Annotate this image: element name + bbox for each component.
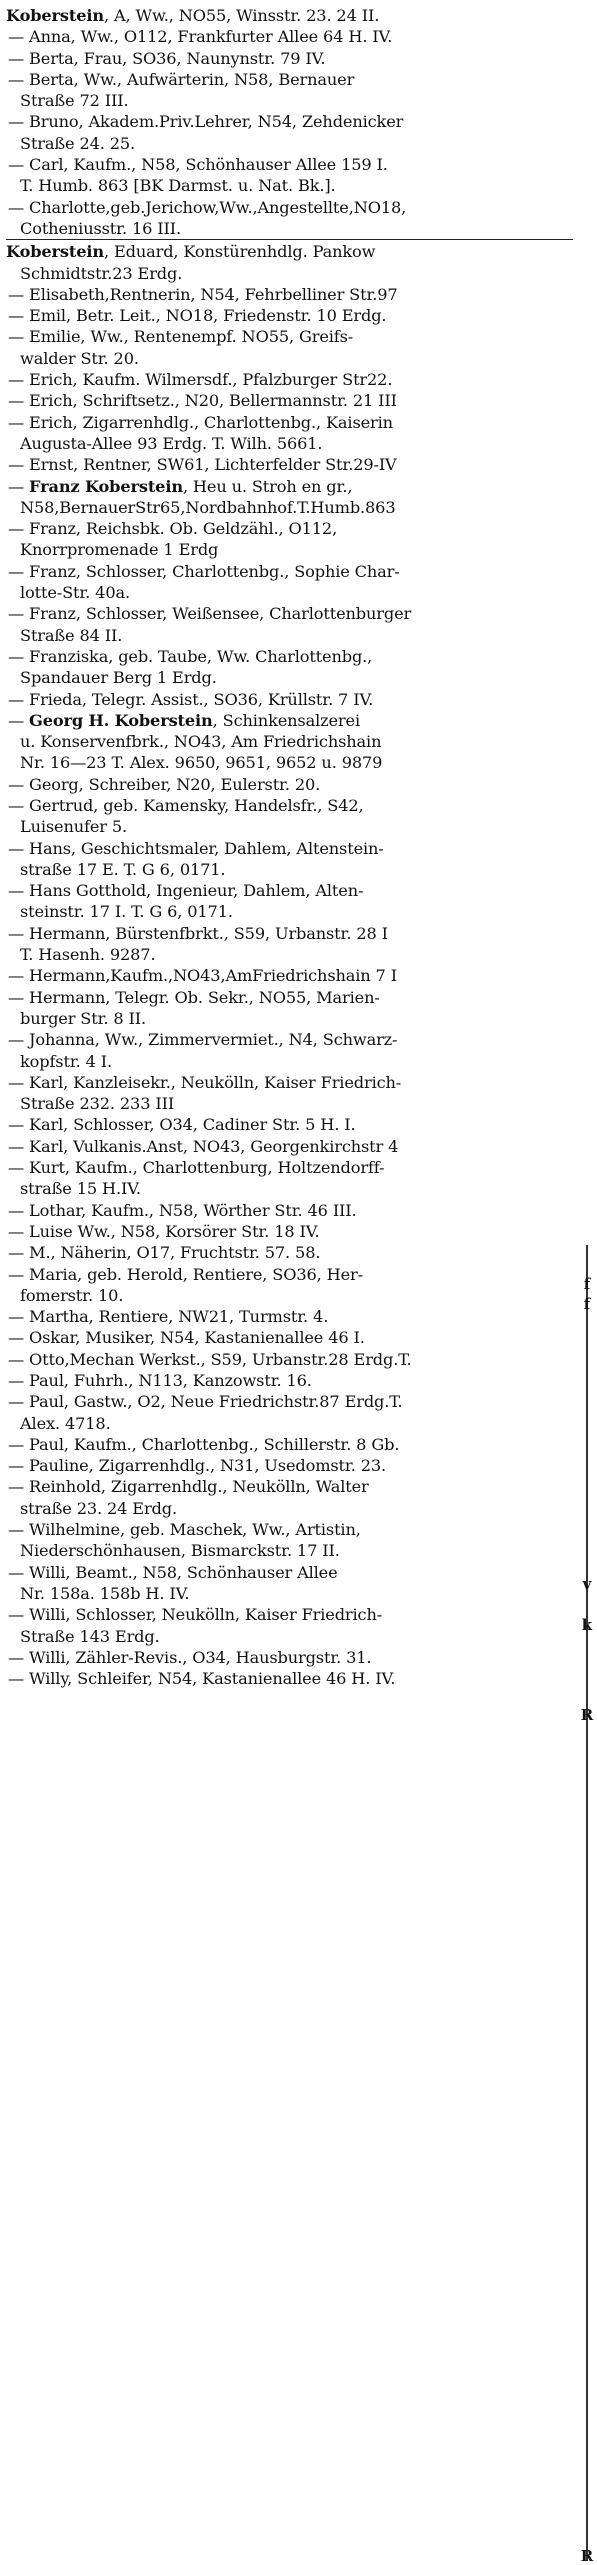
entry-first-line: — Johanna, Ww., Zimmervermiet., N4, Schwarz- xyxy=(8,1030,398,1050)
bold-name: Georg H. Koberstein xyxy=(29,710,213,730)
directory-entry xyxy=(6,838,573,881)
entry-continuation-line: straße 17 E. T. G 6, 0171. xyxy=(20,859,226,879)
directory-entry xyxy=(6,197,573,240)
bold-name: Koberstein xyxy=(6,242,104,262)
entry-first-line: — Franz, Schlosser, Charlottenbg., Sophie Char- xyxy=(8,561,400,581)
entry-first-line: — Oskar, Musiker, N54, Kastanienallee 46 I. xyxy=(8,1328,365,1348)
entry-continuation-line: Knorrpromenade 1 Erdg xyxy=(20,540,219,560)
directory-entry xyxy=(6,1029,573,1072)
entry-first-line: — Berta, Ww., Aufwärterin, N58, Bernauer xyxy=(8,69,355,89)
entry-first-line: — Frieda, Telegr. Assist., SO36, Krüllstr. 7 IV. xyxy=(8,689,374,709)
directory-entry xyxy=(6,1391,573,1434)
entry-first-line: — Pauline, Zigarrenhdlg., N31, Usedomstr. 23. xyxy=(8,1456,387,1476)
entry-first-line: — Willi, Beamt., N58, Schönhauser Allee xyxy=(8,1562,338,1582)
entry-first-line: — Reinhold, Zigarrenhdlg., Neukölln, Walter xyxy=(8,1477,369,1497)
entry-first-line: Koberstein, Eduard, Konstürenhdlg. Pankow xyxy=(6,242,376,262)
directory-entry xyxy=(6,795,573,838)
directory-entry xyxy=(6,69,573,112)
entry-continuation-line: lotte-Str. 40a. xyxy=(20,583,130,603)
entry-first-line: — Elisabeth,Rentnerin, N54, Fehrbelliner Str.97 xyxy=(8,284,398,304)
entry-first-line: — Franz Koberstein, Heu u. Stroh en gr., xyxy=(8,476,353,496)
entry-first-line: — Luise Ww., N58, Korsörer Str. 18 IV. xyxy=(8,1221,320,1241)
entry-continuation-line: Straße 232. 233 III xyxy=(20,1094,175,1114)
directory-entry xyxy=(6,1200,573,1221)
entry-first-line: — Georg, Schreiber, N20, Eulerstr. 20. xyxy=(8,774,321,794)
directory-entry xyxy=(6,1242,573,1263)
directory-entry xyxy=(6,646,573,689)
entry-first-line: — Wilhelmine, geb. Maschek, Ww., Artistin, xyxy=(8,1520,361,1540)
directory-entry xyxy=(6,923,573,966)
entry-first-line: — Bruno, Akadem.Priv.Lehrer, N54, Zehdenicker xyxy=(8,112,404,132)
directory-entry xyxy=(6,880,573,923)
edge-mark: f xyxy=(583,1275,591,1293)
directory-entry xyxy=(6,1349,573,1370)
edge-mark: R xyxy=(580,2547,594,2565)
entry-first-line: — Hermann, Telegr. Ob. Sekr., NO55, Marien- xyxy=(8,987,380,1007)
directory-entry xyxy=(6,369,573,390)
entry-first-line: — Kurt, Kaufm., Charlottenburg, Holtzendorff- xyxy=(8,1158,385,1178)
entry-first-line: — Franz, Schlosser, Weißensee, Charlottenburger xyxy=(8,604,412,624)
entry-first-line: — Martha, Rentiere, NW21, Turmstr. 4. xyxy=(8,1307,329,1327)
directory-entry xyxy=(6,1668,573,1689)
directory-entry xyxy=(6,5,573,26)
entry-continuation-line: walder Str. 20. xyxy=(20,348,139,368)
entry-continuation-line: Alex. 4718. xyxy=(20,1413,111,1433)
entry-continuation-line: burger Str. 8 II. xyxy=(20,1008,147,1028)
entry-continuation-line: Nr. 158a. 158b H. IV. xyxy=(20,1583,190,1603)
entry-first-line: — Willy, Schleifer, N54, Kastanienallee 46 H. IV. xyxy=(8,1669,396,1689)
directory-entry xyxy=(6,1647,573,1668)
entry-first-line: — Georg H. Koberstein, Schinkensalzerei xyxy=(8,710,360,730)
directory-entry xyxy=(6,1604,573,1647)
directory-entry xyxy=(6,1221,573,1242)
directory-entry xyxy=(6,284,573,305)
directory-entry xyxy=(6,1434,573,1455)
entry-continuation-line: straße 15 H.IV. xyxy=(20,1179,141,1199)
entry-continuation-line: Niederschönhausen, Bismarckstr. 17 II. xyxy=(20,1541,340,1561)
entry-first-line: — Hans Gotthold, Ingenieur, Dahlem, Alten- xyxy=(8,881,364,901)
directory-entry xyxy=(6,1114,573,1135)
entry-continuation-line: T. Hasenh. 9287. xyxy=(20,945,156,965)
entry-first-line: — Anna, Ww., O112, Frankfurter Allee 64 H. IV. xyxy=(8,27,393,47)
entry-first-line: — Paul, Kaufm., Charlottenbg., Schillerstr. 8 Gb. xyxy=(8,1434,400,1454)
entry-first-line: — Karl, Kanzleisekr., Neukölln, Kaiser Friedrich- xyxy=(8,1072,402,1092)
entry-first-line: — Emil, Betr. Leit., NO18, Friedenstr. 10 Erdg. xyxy=(8,306,387,326)
entry-first-line: — Paul, Gastw., O2, Neue Friedrichstr.87 Erdg.T. xyxy=(8,1392,403,1412)
directory-entry xyxy=(6,390,573,411)
directory-entry xyxy=(6,774,573,795)
entry-continuation-line: Straße 143 Erdg. xyxy=(20,1626,160,1646)
edge-mark: v xyxy=(582,1575,592,1593)
entry-continuation-line: Augusta-Allee 93 Erdg. T. Wilh. 5661. xyxy=(20,433,323,453)
entry-first-line: — Karl, Vulkanis.Anst, NO43, Georgenkirchstr 4 xyxy=(8,1136,399,1156)
entry-first-line: — M., Näherin, O17, Fruchtstr. 57. 58. xyxy=(8,1243,321,1263)
directory-entry xyxy=(6,561,573,604)
entry-continuation-line: N58,BernauerStr65,Nordbahnhof.T.Humb.863 xyxy=(20,497,396,517)
directory-entry xyxy=(6,1072,573,1115)
edge-mark: f xyxy=(583,1295,591,1313)
entry-first-line: — Gertrud, geb. Kamensky, Handelsfr., S42, xyxy=(8,795,364,815)
entry-continuation-line: fomerstr. 10. xyxy=(20,1285,124,1305)
entry-continuation-line: Luisenufer 5. xyxy=(20,817,128,837)
directory-entry xyxy=(6,454,573,475)
entry-first-line: — Berta, Frau, SO36, Naunynstr. 79 IV. xyxy=(8,48,326,68)
entry-first-line: — Lothar, Kaufm., N58, Wörther Str. 46 III. xyxy=(8,1200,357,1220)
edge-rule xyxy=(586,1245,588,2561)
directory-entry xyxy=(6,1157,573,1200)
section-divider xyxy=(6,239,573,240)
directory-entry xyxy=(6,241,573,284)
directory-entry xyxy=(6,476,573,519)
entry-first-line: — Otto,Mechan Werkst., S59, Urbanstr.28 Erdg.T. xyxy=(8,1349,412,1369)
entry-first-line: — Hans, Geschichtsmaler, Dahlem, Altenstein- xyxy=(8,838,384,858)
directory-entry xyxy=(6,987,573,1030)
entry-continuation-line: Cotheniusstr. 16 III. xyxy=(20,218,181,238)
entry-first-line: — Carl, Kaufm., N58, Schönhauser Allee 159 I. xyxy=(8,155,388,175)
directory-entry xyxy=(6,1136,573,1157)
entry-first-line: — Hermann,Kaufm.,NO43,AmFriedrichshain 7 I xyxy=(8,966,397,986)
entry-continuation-line: T. Humb. 863 [BK Darmst. u. Nat. Bk.]. xyxy=(20,176,336,196)
entry-first-line: — Franz, Reichsbk. Ob. Geldzähl., O112, xyxy=(8,519,338,539)
directory-entry xyxy=(6,305,573,326)
entry-first-line: — Franziska, geb. Taube, Ww. Charlottenbg., xyxy=(8,646,373,666)
entry-first-line: — Charlotte,geb.Jerichow,Ww.,Angestellte,NO18, xyxy=(8,197,407,217)
directory-entry xyxy=(6,1562,573,1605)
directory-entry xyxy=(6,154,573,197)
directory-entry xyxy=(6,48,573,69)
directory-entry xyxy=(6,326,573,369)
entry-continuation-line: steinstr. 17 I. T. G 6, 0171. xyxy=(20,902,233,922)
entry-continuation-line: kopfstr. 4 I. xyxy=(20,1051,113,1071)
edge-mark: R xyxy=(580,1706,594,1724)
directory-entry xyxy=(6,1306,573,1327)
entry-continuation-line: straße 23. 24 Erdg. xyxy=(20,1498,177,1518)
directory-entry xyxy=(6,26,573,47)
entry-first-line: Koberstein, A, Ww., NO55, Winsstr. 23. 24 II. xyxy=(6,6,380,25)
directory-entry xyxy=(6,1327,573,1348)
entry-first-line: — Willi, Zähler-Revis., O34, Hausburgstr. 31. xyxy=(8,1647,372,1667)
directory-entry xyxy=(6,710,573,774)
entry-continuation-line: Straße 84 II. xyxy=(20,625,123,645)
bold-name: Koberstein xyxy=(6,6,104,25)
entry-continuation-line: Straße 72 III. xyxy=(20,91,129,111)
edge-mark: k xyxy=(581,1616,593,1634)
entry-continuation-line: u. Konservenfbrk., NO43, Am Friedrichshain xyxy=(20,732,382,752)
entry-continuation-line: Spandauer Berg 1 Erdg. xyxy=(20,668,217,688)
directory-entry xyxy=(6,1476,573,1519)
entry-first-line: — Paul, Fuhrh., N113, Kanzowstr. 16. xyxy=(8,1371,312,1390)
directory-entry xyxy=(6,1519,573,1562)
directory-entry xyxy=(6,965,573,986)
directory-entry xyxy=(6,689,573,710)
directory-entry xyxy=(6,1264,573,1307)
entry-first-line: — Erich, Zigarrenhdlg., Charlottenbg., Kaiserin xyxy=(8,412,393,432)
entry-continuation-line: Straße 24. 25. xyxy=(20,133,136,153)
directory-entry xyxy=(6,111,573,154)
entry-first-line: — Erich, Schriftsetz., N20, Bellermannstr. 21 III xyxy=(8,391,397,411)
entry-continuation-line: Nr. 16—23 T. Alex. 9650, 9651, 9652 u. 9879 xyxy=(20,753,383,773)
entry-first-line: — Ernst, Rentner, SW61, Lichterfelder Str.29-IV xyxy=(8,455,397,475)
directory-entry xyxy=(6,1455,573,1476)
entry-first-line: — Emilie, Ww., Rentenempf. NO55, Greifs- xyxy=(8,327,354,347)
directory-entry xyxy=(6,1370,573,1391)
bold-name: Franz Koberstein xyxy=(29,476,183,496)
page-edge xyxy=(579,0,595,2565)
entry-continuation-line: Schmidtstr.23 Erdg. xyxy=(20,263,183,283)
directory-entry xyxy=(6,518,573,561)
entry-first-line: — Hermann, Bürstenfbrkt., S59, Urbanstr. 28 I xyxy=(8,923,388,943)
directory-entry xyxy=(6,603,573,646)
entry-first-line: — Erich, Kaufm. Wilmersdf., Pfalzburger Str22. xyxy=(8,370,393,390)
directory-entry xyxy=(6,412,573,455)
entry-first-line: — Willi, Schlosser, Neukölln, Kaiser Friedrich- xyxy=(8,1605,383,1625)
entry-first-line: — Maria, geb. Herold, Rentiere, SO36, Her- xyxy=(8,1264,363,1284)
entry-first-line: — Karl, Schlosser, O34, Cadiner Str. 5 H. I. xyxy=(8,1115,356,1135)
directory-column xyxy=(6,5,573,1689)
